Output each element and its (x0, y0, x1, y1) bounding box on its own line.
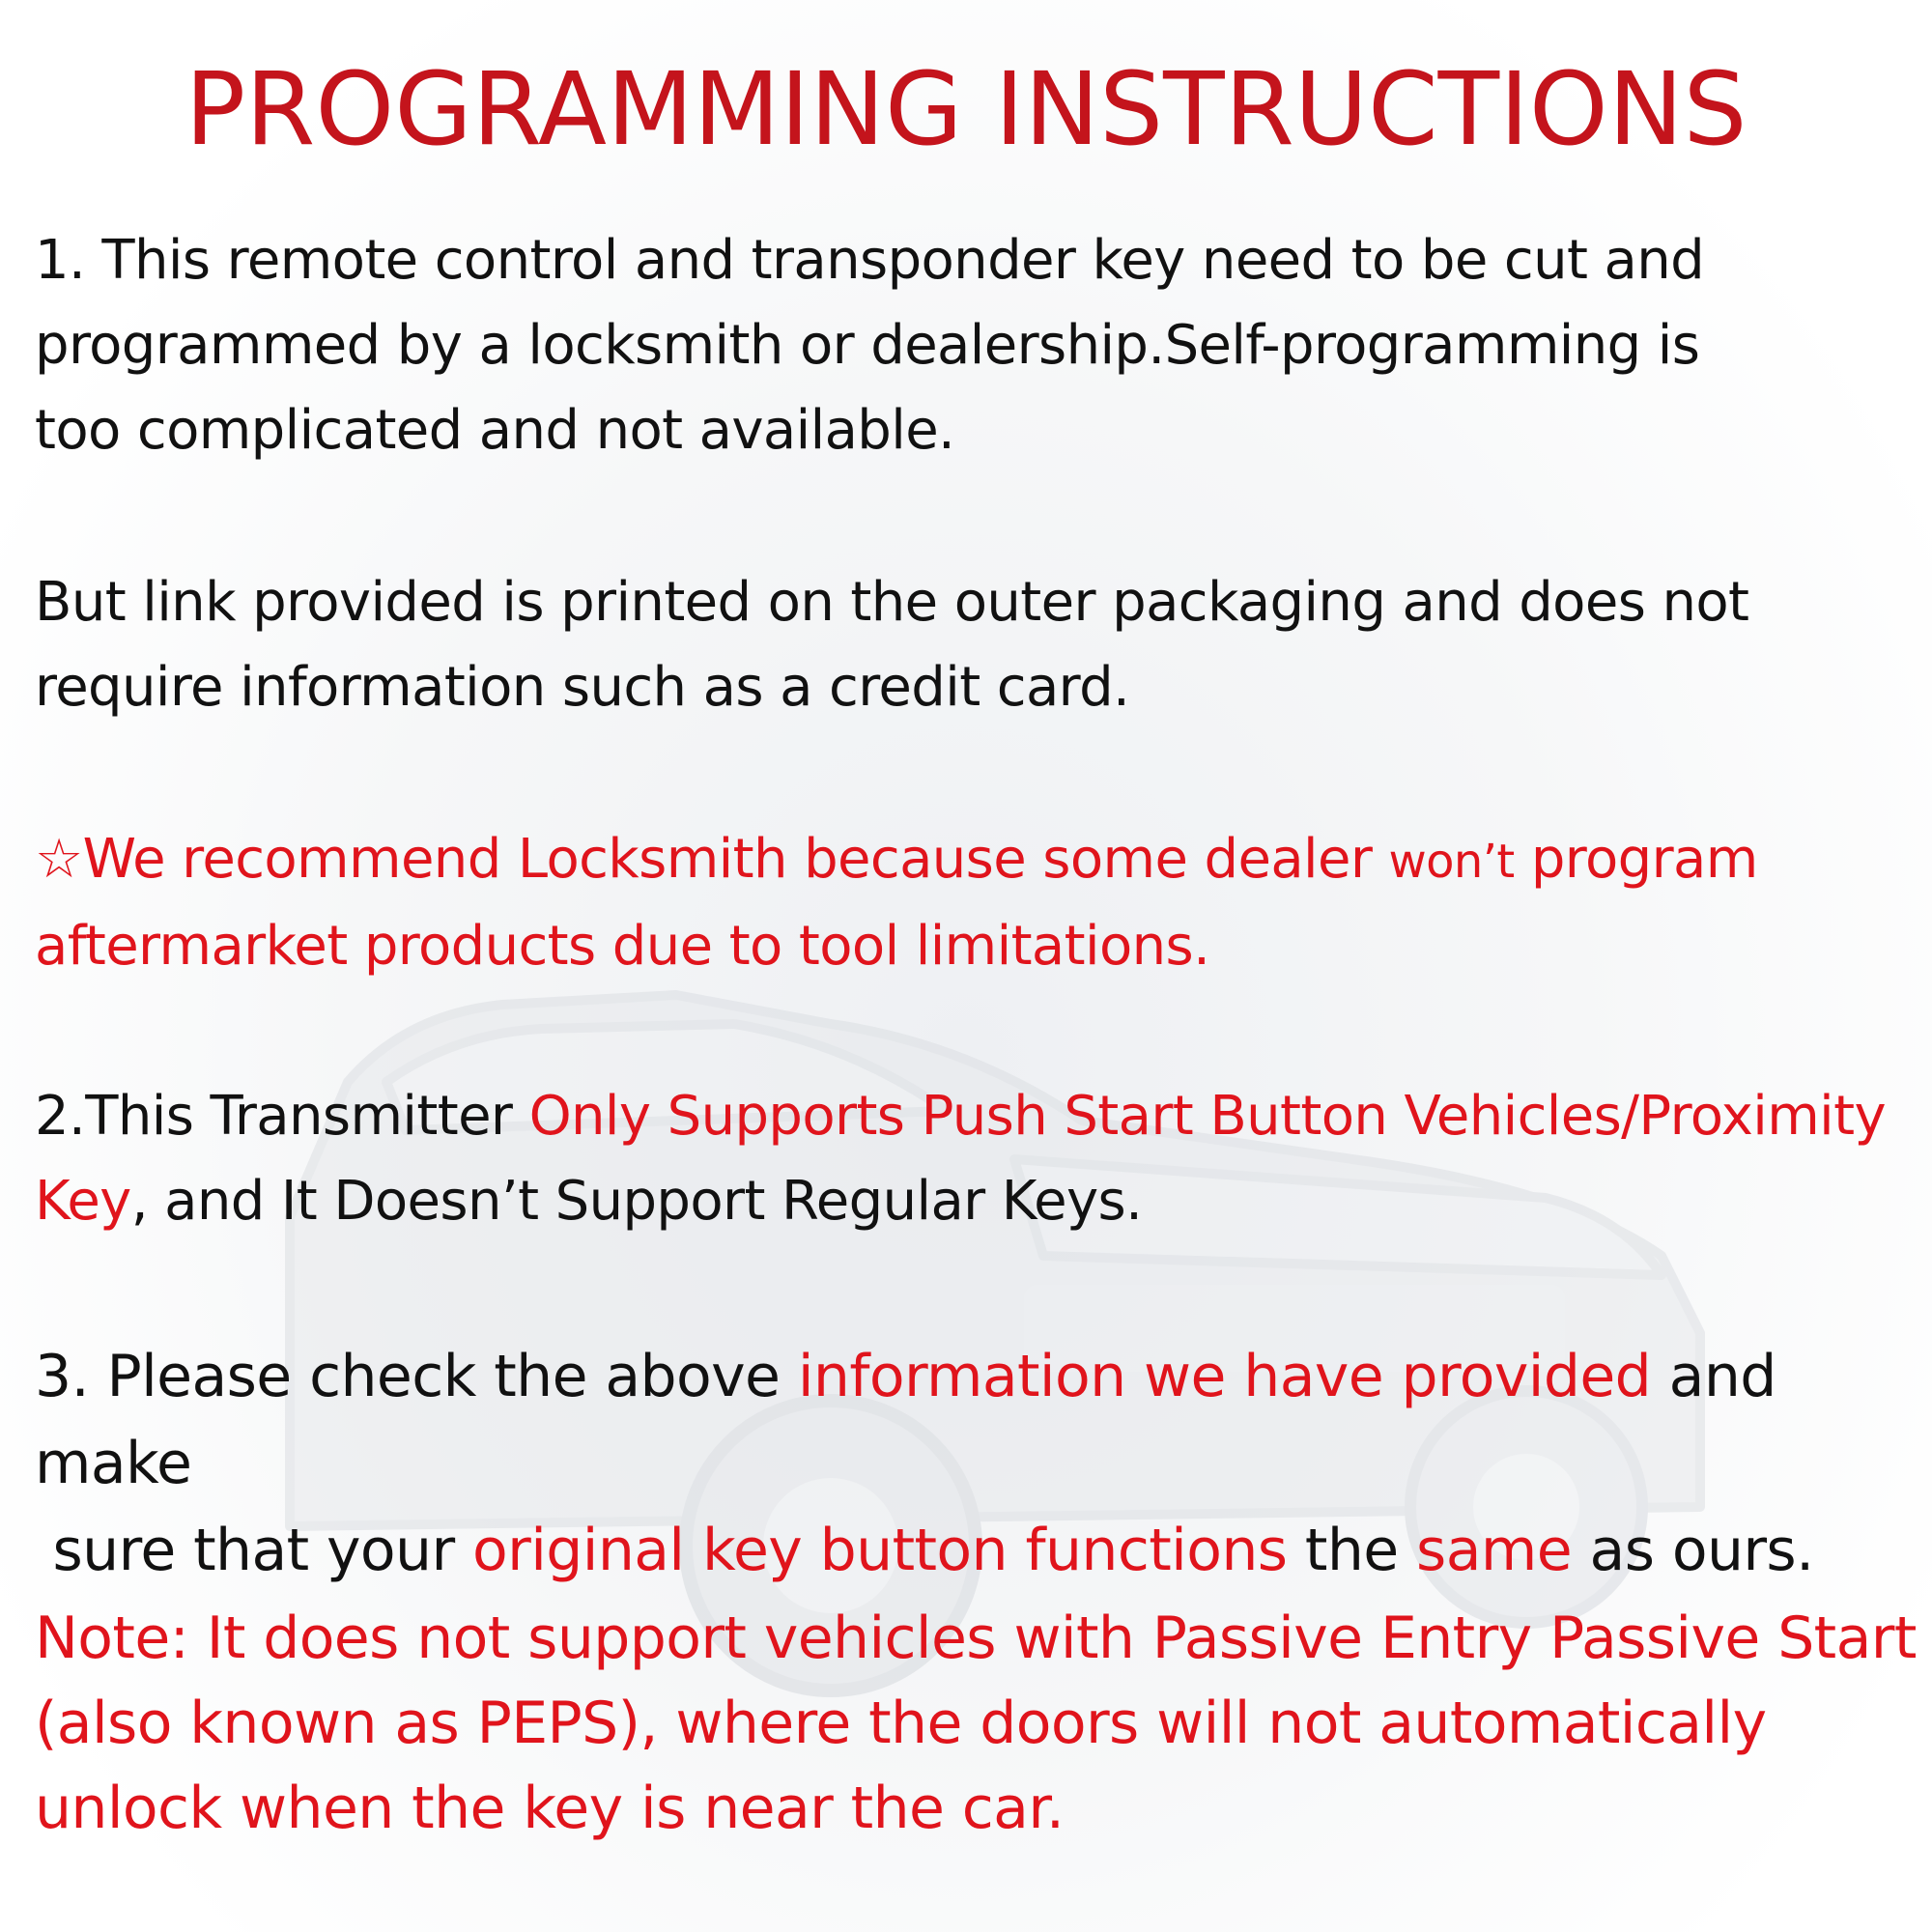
note-line-1: Note: It does not support vehicles with Passive Entry Passive Start (35, 1605, 1917, 1672)
note-line-3: unlock when the key is near the car. (35, 1775, 1065, 1842)
recommendation-line-2: aftermarket products due to tool limitations. (35, 915, 1210, 978)
instruction-1-line-3: too complicated and not available. (35, 399, 955, 462)
instruction-3-mid-3: the (1304, 1517, 1399, 1584)
instruction-2-highlight-1: Only Supports Push Start Button Vehicles/Proximity (528, 1085, 1887, 1148)
instruction-3-highlight-3: same (1416, 1517, 1573, 1584)
star-icon: ☆ (35, 828, 83, 891)
locksmith-recommendation (35, 817, 1918, 989)
instruction-2-highlight-2: Key (35, 1170, 131, 1233)
instruction-3 (35, 1333, 1918, 1594)
instruction-3-highlight-2: original key button functions (472, 1517, 1288, 1584)
note-line-2: (also known as PEPS), where the doors will not automatically (35, 1690, 1767, 1757)
link-info-line-2: require information such as a credit card. (35, 656, 1130, 719)
instruction-1 (35, 218, 1918, 473)
instruction-2 (35, 1074, 1918, 1244)
instruction-2-prefix: 2.This Transmitter (35, 1085, 513, 1148)
instruction-3-prefix: 3. Please check the above (35, 1343, 781, 1410)
peps-note (35, 1596, 1918, 1851)
instruction-1-line-1: 1. This remote control and transponder key need to be cut and (35, 229, 1705, 292)
instruction-3-mid-1: and make (35, 1343, 1776, 1497)
instruction-3-highlight-1: information we have provided (797, 1343, 1652, 1410)
link-info-paragraph (35, 560, 1918, 730)
instruction-1-line-2: programmed by a locksmith or dealership.Self-programming is (35, 314, 1700, 377)
instruction-2-suffix: , and It Doesn’t Support Regular Keys. (130, 1170, 1143, 1233)
instruction-3-mid-2: sure that your (52, 1517, 455, 1584)
recommendation-part-2: program (1530, 828, 1758, 891)
page-title: PROGRAMMING INSTRUCTIONS (185, 50, 1747, 168)
recommendation-part-1: We recommend Locksmith because some dealer (82, 828, 1373, 891)
instruction-3-suffix: as ours. (1589, 1517, 1814, 1584)
link-info-line-1: But link provided is printed on the outer packaging and does not (35, 571, 1749, 634)
recommendation-wont: won’t (1388, 835, 1515, 889)
